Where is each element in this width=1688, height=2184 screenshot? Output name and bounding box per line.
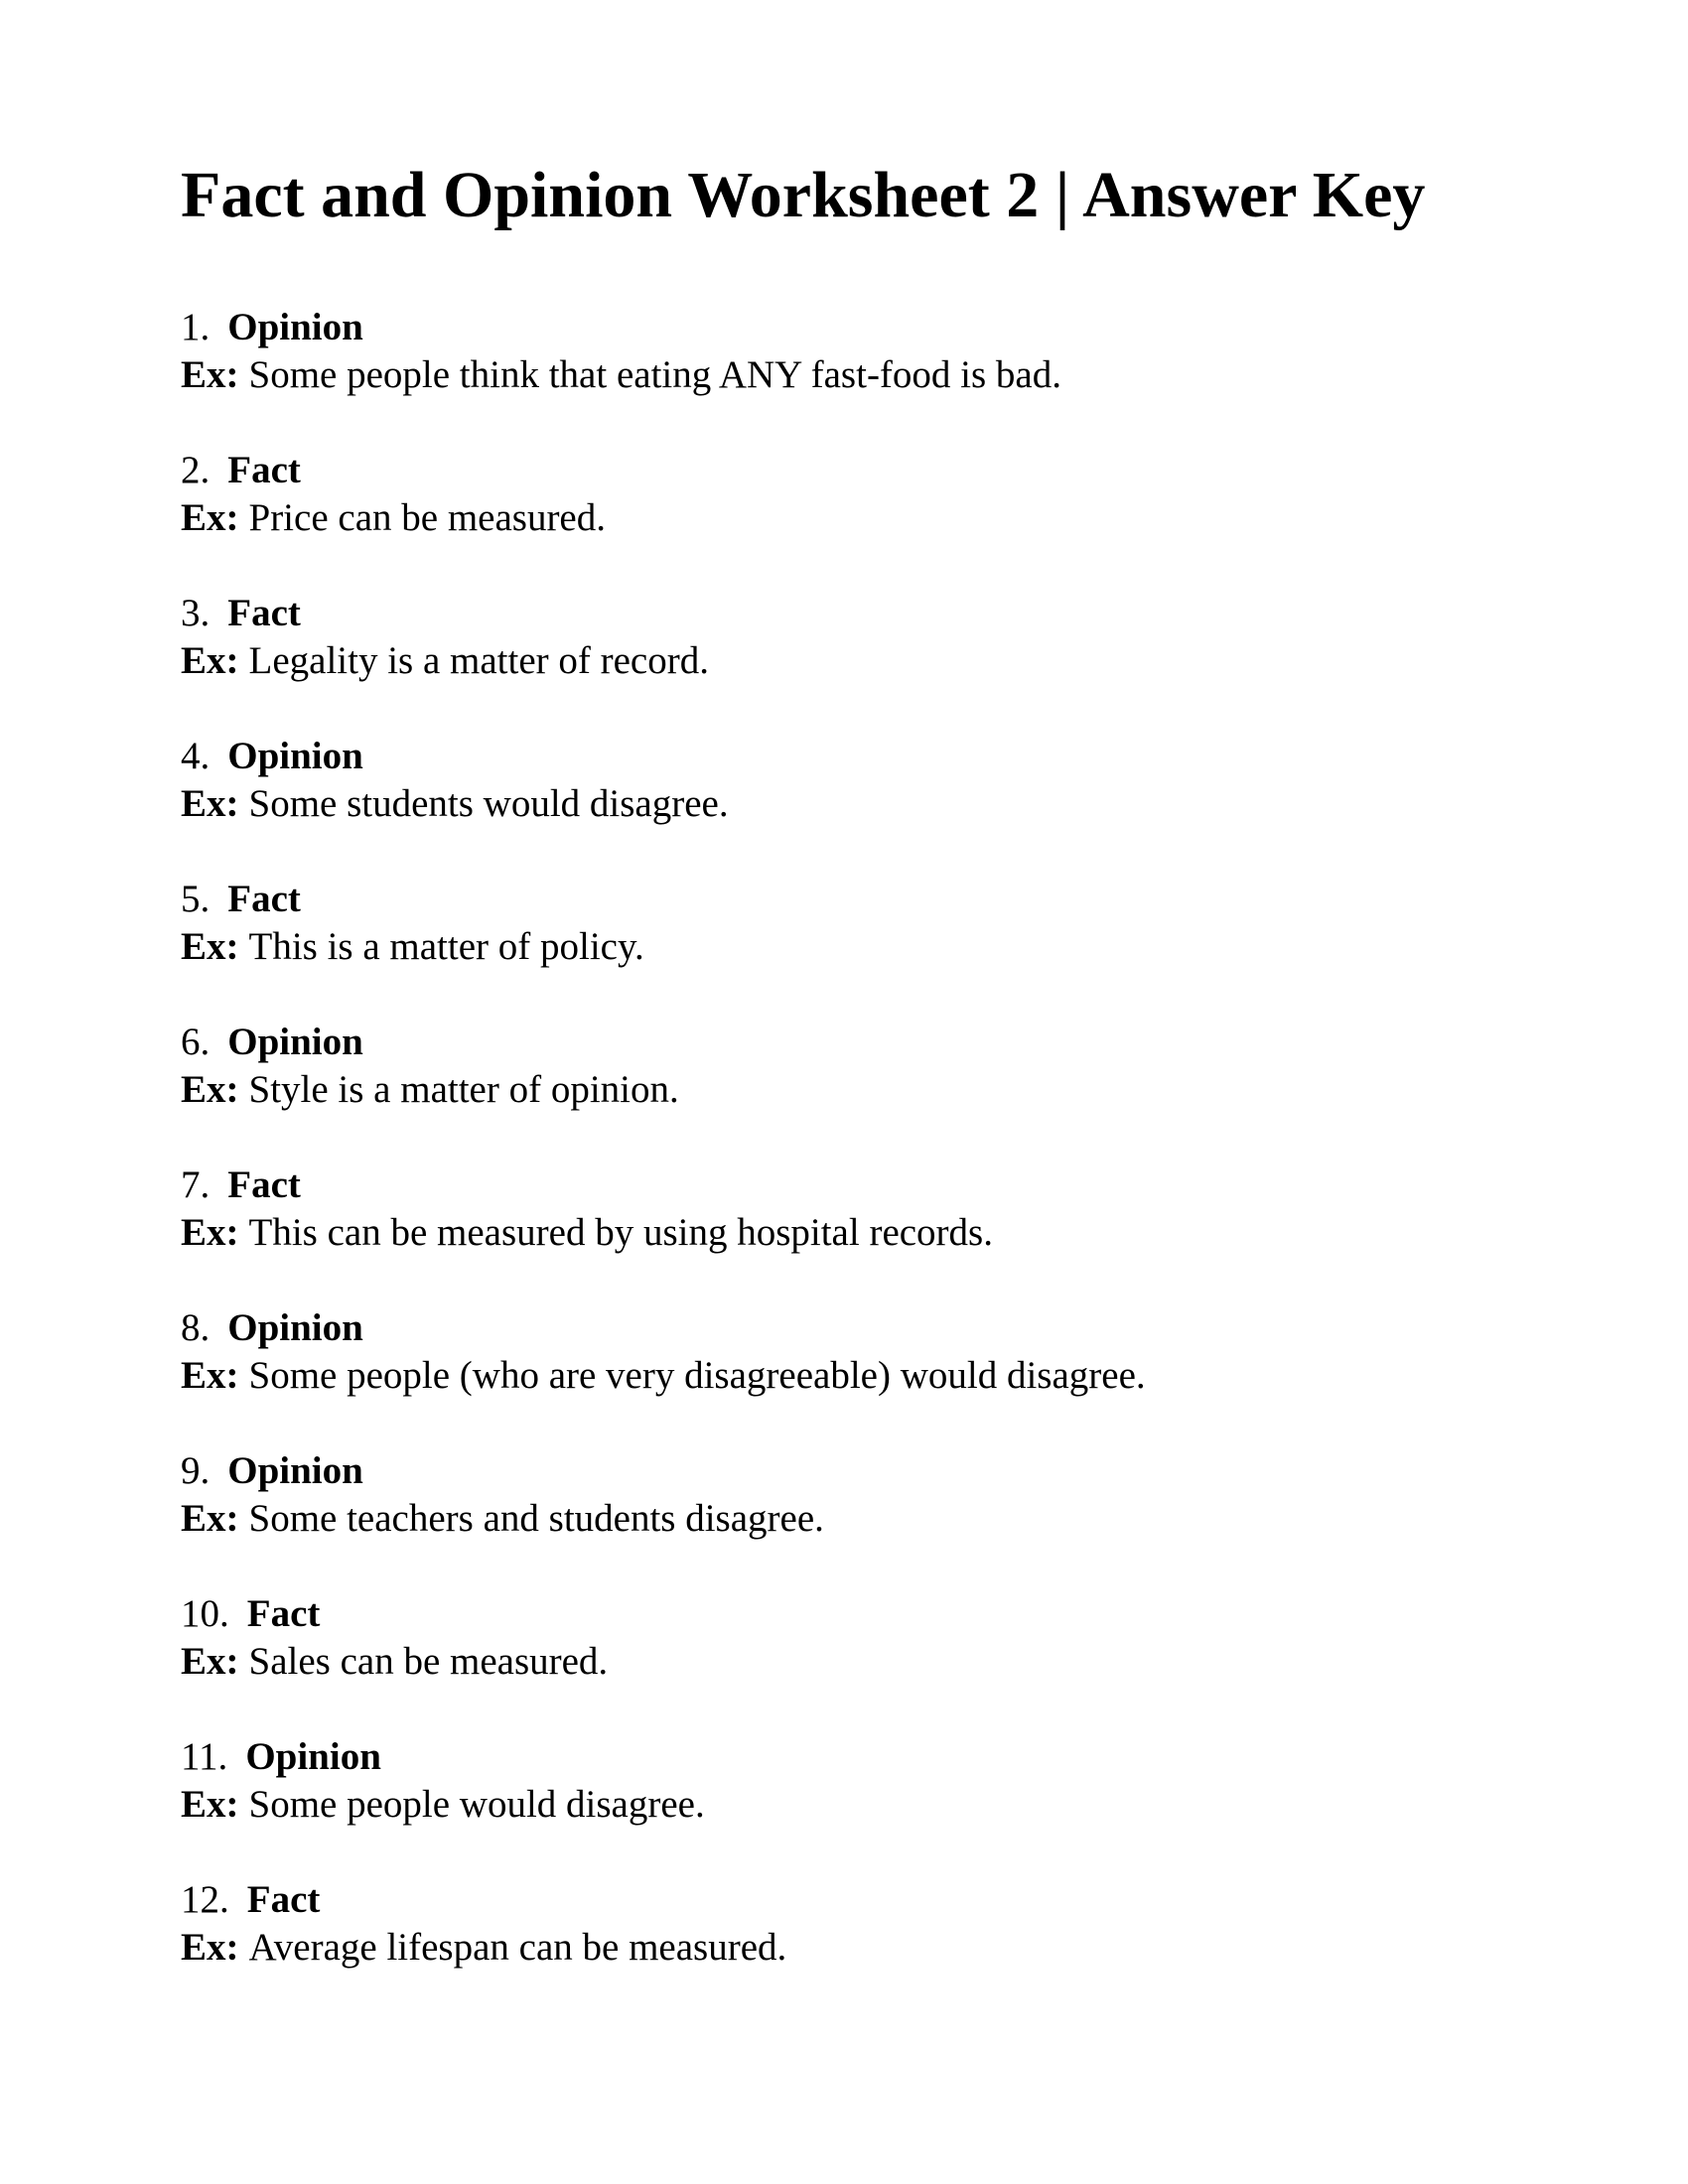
item-answer: Fact bbox=[246, 1878, 321, 1922]
example-label: Ex: bbox=[181, 1640, 239, 1684]
item-answer: Opinion bbox=[227, 735, 363, 778]
example-label: Ex: bbox=[181, 1211, 239, 1255]
item-number: 12. bbox=[181, 1878, 229, 1922]
example-line bbox=[181, 1924, 1589, 1972]
item-answer: Fact bbox=[227, 1163, 301, 1207]
item-number: 11. bbox=[181, 1735, 228, 1779]
item-answer: Fact bbox=[227, 878, 301, 921]
answer-line bbox=[181, 1590, 1589, 1638]
answer-item bbox=[181, 1161, 1589, 1257]
example-line bbox=[181, 923, 1589, 971]
answer-line bbox=[181, 304, 1589, 351]
example-line bbox=[181, 1495, 1589, 1543]
example-text: Some people think that eating ANY fast-food is bad. bbox=[248, 353, 1061, 397]
item-answer: Opinion bbox=[227, 1306, 363, 1350]
item-number: 5. bbox=[181, 878, 211, 921]
answer-item bbox=[181, 1304, 1589, 1400]
answer-item bbox=[181, 876, 1589, 971]
answer-line bbox=[181, 1019, 1589, 1066]
answer-item bbox=[181, 304, 1589, 399]
example-label: Ex: bbox=[181, 925, 239, 969]
example-label: Ex: bbox=[181, 1783, 239, 1827]
answer-line bbox=[181, 733, 1589, 780]
example-text: Price can be measured. bbox=[248, 496, 606, 540]
example-text: Legality is a matter of record. bbox=[248, 639, 709, 683]
answer-list bbox=[181, 304, 1589, 1972]
example-line bbox=[181, 637, 1589, 685]
answer-item bbox=[181, 1019, 1589, 1114]
example-text: Sales can be measured. bbox=[248, 1640, 609, 1684]
item-number: 8. bbox=[181, 1306, 211, 1350]
item-number: 3. bbox=[181, 592, 211, 635]
example-text: Some people (who are very disagreeable) would disagree. bbox=[248, 1354, 1146, 1398]
example-label: Ex: bbox=[181, 782, 239, 826]
example-line bbox=[181, 780, 1589, 828]
item-answer: Opinion bbox=[227, 1449, 363, 1493]
example-label: Ex: bbox=[181, 353, 239, 397]
answer-line bbox=[181, 1876, 1589, 1924]
example-text: Some people would disagree. bbox=[248, 1783, 705, 1827]
example-line bbox=[181, 1781, 1589, 1829]
answer-item bbox=[181, 590, 1589, 685]
answer-item bbox=[181, 1590, 1589, 1686]
item-number: 4. bbox=[181, 735, 211, 778]
example-label: Ex: bbox=[181, 1926, 239, 1970]
example-line bbox=[181, 1066, 1589, 1114]
answer-item bbox=[181, 1876, 1589, 1972]
example-line bbox=[181, 1638, 1589, 1686]
example-label: Ex: bbox=[181, 496, 239, 540]
item-answer: Opinion bbox=[227, 306, 363, 349]
example-label: Ex: bbox=[181, 1354, 239, 1398]
item-answer: Fact bbox=[227, 449, 301, 492]
page-title: Fact and Opinion Worksheet 2 | Answer Key bbox=[181, 159, 1426, 231]
example-text: Style is a matter of opinion. bbox=[248, 1068, 679, 1112]
example-label: Ex: bbox=[181, 1068, 239, 1112]
example-text: Some students would disagree. bbox=[248, 782, 729, 826]
answer-item bbox=[181, 1733, 1589, 1829]
item-number: 6. bbox=[181, 1021, 211, 1064]
example-line bbox=[181, 1209, 1589, 1257]
example-text: Average lifespan can be measured. bbox=[248, 1926, 787, 1970]
answer-item bbox=[181, 733, 1589, 828]
item-number: 7. bbox=[181, 1163, 211, 1207]
item-number: 10. bbox=[181, 1592, 229, 1636]
item-answer: Fact bbox=[227, 592, 301, 635]
answer-line bbox=[181, 876, 1589, 923]
item-number: 9. bbox=[181, 1449, 211, 1493]
answer-line bbox=[181, 1304, 1589, 1352]
answer-line bbox=[181, 1733, 1589, 1781]
answer-line bbox=[181, 447, 1589, 494]
example-text: Some teachers and students disagree. bbox=[248, 1497, 824, 1541]
answer-item bbox=[181, 447, 1589, 542]
item-answer: Opinion bbox=[245, 1735, 381, 1779]
item-number: 1. bbox=[181, 306, 211, 349]
example-line bbox=[181, 494, 1589, 542]
item-answer: Fact bbox=[246, 1592, 321, 1636]
item-number: 2. bbox=[181, 449, 211, 492]
item-answer: Opinion bbox=[227, 1021, 363, 1064]
example-text: This can be measured by using hospital records. bbox=[248, 1211, 993, 1255]
example-label: Ex: bbox=[181, 1497, 239, 1541]
example-label: Ex: bbox=[181, 639, 239, 683]
answer-line bbox=[181, 1447, 1589, 1495]
example-line bbox=[181, 351, 1589, 399]
example-line bbox=[181, 1352, 1589, 1400]
example-text: This is a matter of policy. bbox=[248, 925, 644, 969]
answer-line bbox=[181, 590, 1589, 637]
answer-item bbox=[181, 1447, 1589, 1543]
answer-line bbox=[181, 1161, 1589, 1209]
